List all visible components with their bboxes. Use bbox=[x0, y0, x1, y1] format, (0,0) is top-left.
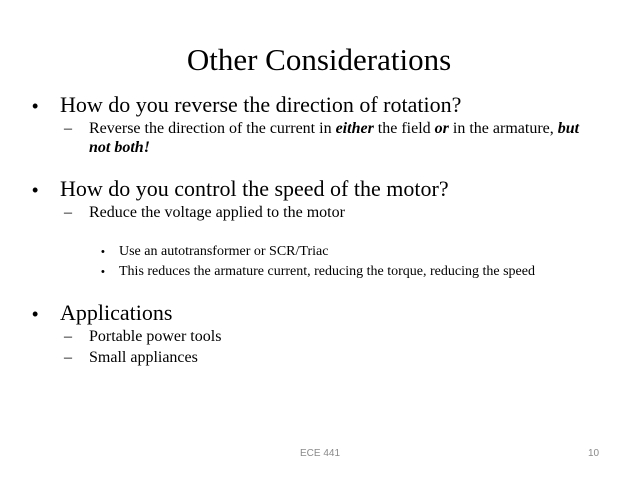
footer-course: ECE 441 bbox=[300, 448, 341, 459]
sub-bullet-text: Portable power tools bbox=[89, 328, 222, 345]
sub-sub-bullet-armature-current bbox=[101, 263, 535, 281]
bullet-dot-icon: • bbox=[32, 180, 39, 200]
footer-page-number: 10 bbox=[588, 448, 600, 459]
bullet-text: How do you reverse the direction of rotation? bbox=[60, 92, 462, 117]
dash-icon: – bbox=[64, 328, 72, 345]
sub-bullet-reduce-voltage bbox=[64, 203, 604, 222]
bullet-reverse-direction bbox=[32, 92, 461, 119]
dash-icon: – bbox=[64, 120, 72, 137]
dash-icon: – bbox=[64, 204, 72, 221]
sub-bullet-reverse-current bbox=[64, 119, 604, 157]
bullet-dot-icon: • bbox=[101, 266, 105, 278]
bullet-applications bbox=[32, 300, 172, 327]
dash-icon: – bbox=[64, 349, 72, 366]
bullet-text: Applications bbox=[60, 300, 173, 325]
slide-title: Other Considerations bbox=[186, 42, 452, 77]
sub-bullet-small-appliances bbox=[64, 348, 604, 367]
bullet-control-speed bbox=[32, 176, 449, 203]
bullet-dot-icon: • bbox=[32, 96, 39, 116]
bullet-dot-icon: • bbox=[101, 246, 105, 258]
sub-bullet-power-tools bbox=[64, 327, 604, 346]
sub-sub-bullet-text: Use an autotransformer or SCR/Triac bbox=[119, 244, 329, 259]
sub-bullet-text: Reverse the direction of the current in either the field or in the armature, but not both! bbox=[89, 120, 580, 156]
sub-bullet-text: Small appliances bbox=[89, 349, 198, 366]
sub-sub-bullet-autotransformer bbox=[101, 243, 328, 261]
bullet-text: How do you control the speed of the motor? bbox=[60, 176, 449, 201]
sub-sub-bullet-text: This reduces the armature current, reducing the torque, reducing the speed bbox=[119, 264, 535, 279]
bullet-dot-icon: • bbox=[32, 304, 39, 324]
sub-bullet-text: Reduce the voltage applied to the motor bbox=[89, 204, 345, 221]
